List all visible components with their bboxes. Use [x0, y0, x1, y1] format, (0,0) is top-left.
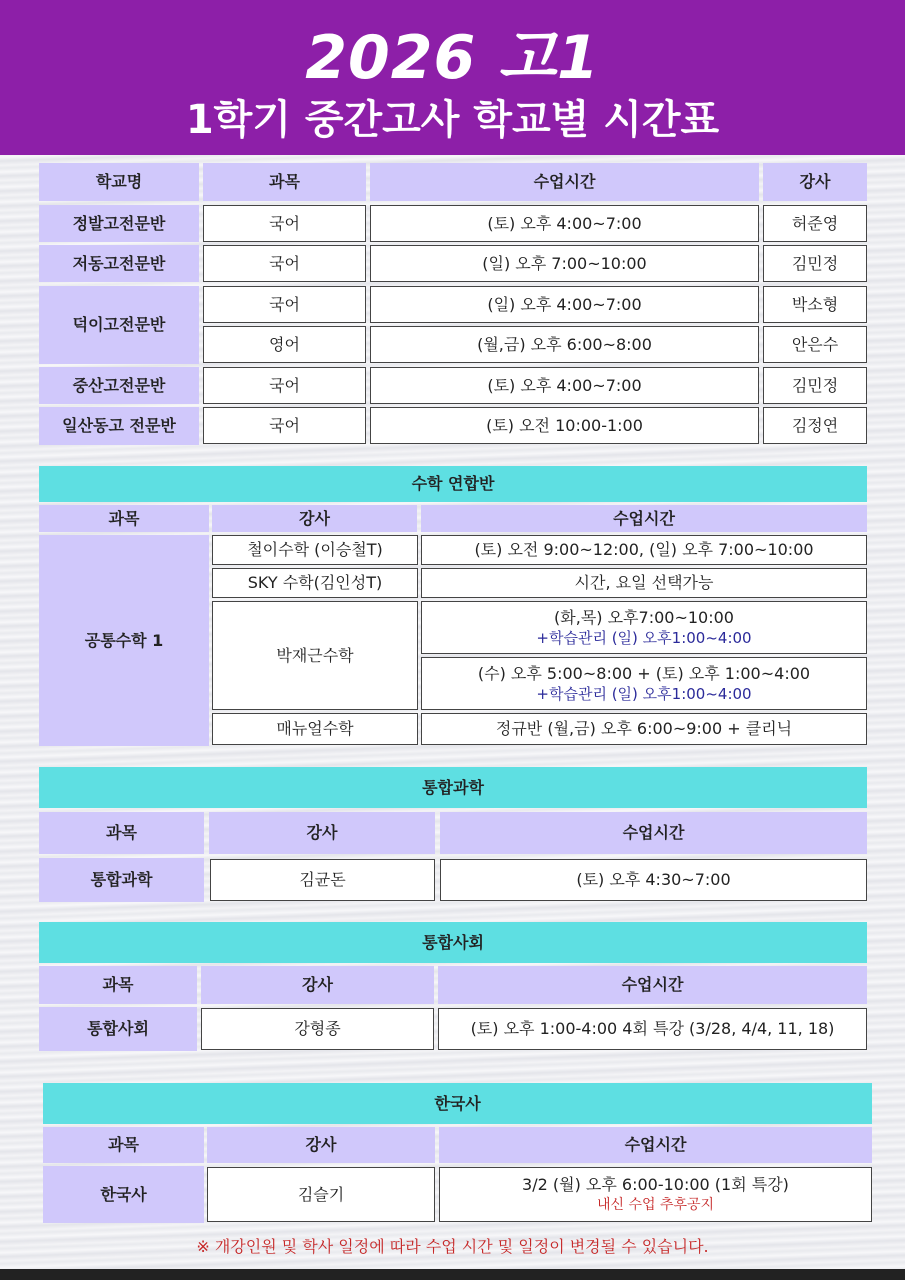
math-time-cell — [421, 657, 867, 710]
math-time-cell: 시간, 요일 선택가능 — [421, 568, 867, 598]
teacher-cell: 김민정 — [763, 245, 867, 282]
subject-cell: 국어 — [203, 245, 366, 282]
header-teacher: 강사 — [763, 163, 867, 201]
science-header-teacher: 강사 — [209, 812, 435, 854]
time-cell: (일) 오후 4:00~7:00 — [370, 286, 759, 323]
school-name: 덕이고전문반 — [39, 286, 199, 364]
history-header-time: 수업시간 — [439, 1127, 872, 1163]
school-name: 중산고전문반 — [39, 367, 199, 404]
time-cell: (토) 오후 4:00~7:00 — [370, 367, 759, 404]
science-header-subject: 과목 — [39, 812, 204, 854]
time-cell: (토) 오전 10:00-1:00 — [370, 407, 759, 444]
math-time-cell: 정규반 (월,금) 오후 6:00~9:00 + 클리닉 — [421, 713, 867, 745]
history-header-teacher: 강사 — [207, 1127, 435, 1163]
social-subject: 통합사회 — [39, 1007, 197, 1051]
math-time-cell — [421, 601, 867, 654]
page-title: 2026 고1 — [305, 23, 600, 93]
subject-cell: 국어 — [203, 407, 366, 444]
history-time — [439, 1167, 872, 1222]
history-subject: 한국사 — [43, 1166, 204, 1223]
math-subject: 공통수학 1 — [39, 535, 209, 746]
history-header-subject: 과목 — [43, 1127, 204, 1163]
science-teacher: 김균돈 — [210, 859, 435, 901]
math-teacher-cell: 박재근수학 — [212, 601, 418, 710]
history-section-title: 한국사 — [43, 1083, 872, 1124]
math-section-title: 수학 연합반 — [39, 466, 867, 502]
time-cell: (일) 오후 7:00~10:00 — [370, 245, 759, 282]
math-header-teacher: 강사 — [212, 505, 417, 532]
teacher-cell: 박소형 — [763, 286, 867, 323]
time-cell: (토) 오후 4:00~7:00 — [370, 205, 759, 242]
history-teacher: 김슬기 — [207, 1167, 435, 1222]
math-time-text: (화,목) 오후7:00~10:00 — [554, 607, 734, 627]
page-header — [0, 0, 905, 155]
math-time-text: (수) 오후 5:00~8:00 + (토) 오후 1:00~4:00 — [477, 663, 811, 683]
school-name: 정발고전문반 — [39, 205, 199, 242]
math-time-note: +학습관리 (일) 오후1:00~4:00 — [536, 629, 752, 648]
history-time-text: 3/2 (월) 오후 6:00-10:00 (1회 특강) — [522, 1175, 789, 1195]
bottom-bar — [0, 1269, 905, 1280]
school-name: 일산동고 전문반 — [39, 407, 199, 445]
subject-cell: 국어 — [203, 367, 366, 404]
social-section-title: 통합사회 — [39, 922, 867, 963]
page-subtitle: 1학기 중간고사 학교별 시간표 — [185, 97, 720, 143]
math-teacher-cell: 매뉴얼수학 — [212, 713, 418, 745]
social-header-time: 수업시간 — [438, 966, 867, 1004]
teacher-cell: 김민정 — [763, 367, 867, 404]
math-teacher-cell: 철이수학 (이승철T) — [212, 535, 418, 565]
teacher-cell: 허준영 — [763, 205, 867, 242]
science-header-time: 수업시간 — [440, 812, 867, 854]
math-header-subject: 과목 — [39, 505, 209, 532]
school-name: 저동고전문반 — [39, 245, 199, 282]
math-header-time: 수업시간 — [421, 505, 867, 532]
math-time-cell: (토) 오전 9:00~12:00, (일) 오후 7:00~10:00 — [421, 535, 867, 565]
science-section-title: 통합과학 — [39, 767, 867, 808]
teacher-cell: 안은수 — [763, 326, 867, 363]
social-teacher: 강형종 — [201, 1008, 434, 1050]
subject-cell: 국어 — [203, 205, 366, 242]
footer-note: ※ 개강인원 및 학사 일정에 따라 수업 시간 및 일정이 변경될 수 있습니다. — [196, 1237, 709, 1256]
math-time-note: +학습관리 (일) 오후1:00~4:00 — [536, 685, 752, 704]
social-header-subject: 과목 — [39, 966, 197, 1004]
subject-cell: 국어 — [203, 286, 366, 323]
header-subject: 과목 — [203, 163, 366, 201]
header-school: 학교명 — [39, 163, 199, 201]
math-teacher-cell: SKY 수학(김인성T) — [212, 568, 418, 598]
time-cell: (월,금) 오후 6:00~8:00 — [370, 326, 759, 363]
social-time: (토) 오후 1:00-4:00 4회 특강 (3/28, 4/4, 11, 18) — [438, 1008, 867, 1050]
social-header-teacher: 강사 — [201, 966, 434, 1004]
header-time: 수업시간 — [370, 163, 759, 201]
subject-cell: 영어 — [203, 326, 366, 363]
science-subject: 통합과학 — [39, 858, 204, 902]
teacher-cell: 김정연 — [763, 407, 867, 444]
history-time-note: 내신 수업 추후공지 — [596, 1196, 715, 1213]
science-time: (토) 오후 4:30~7:00 — [440, 859, 867, 901]
